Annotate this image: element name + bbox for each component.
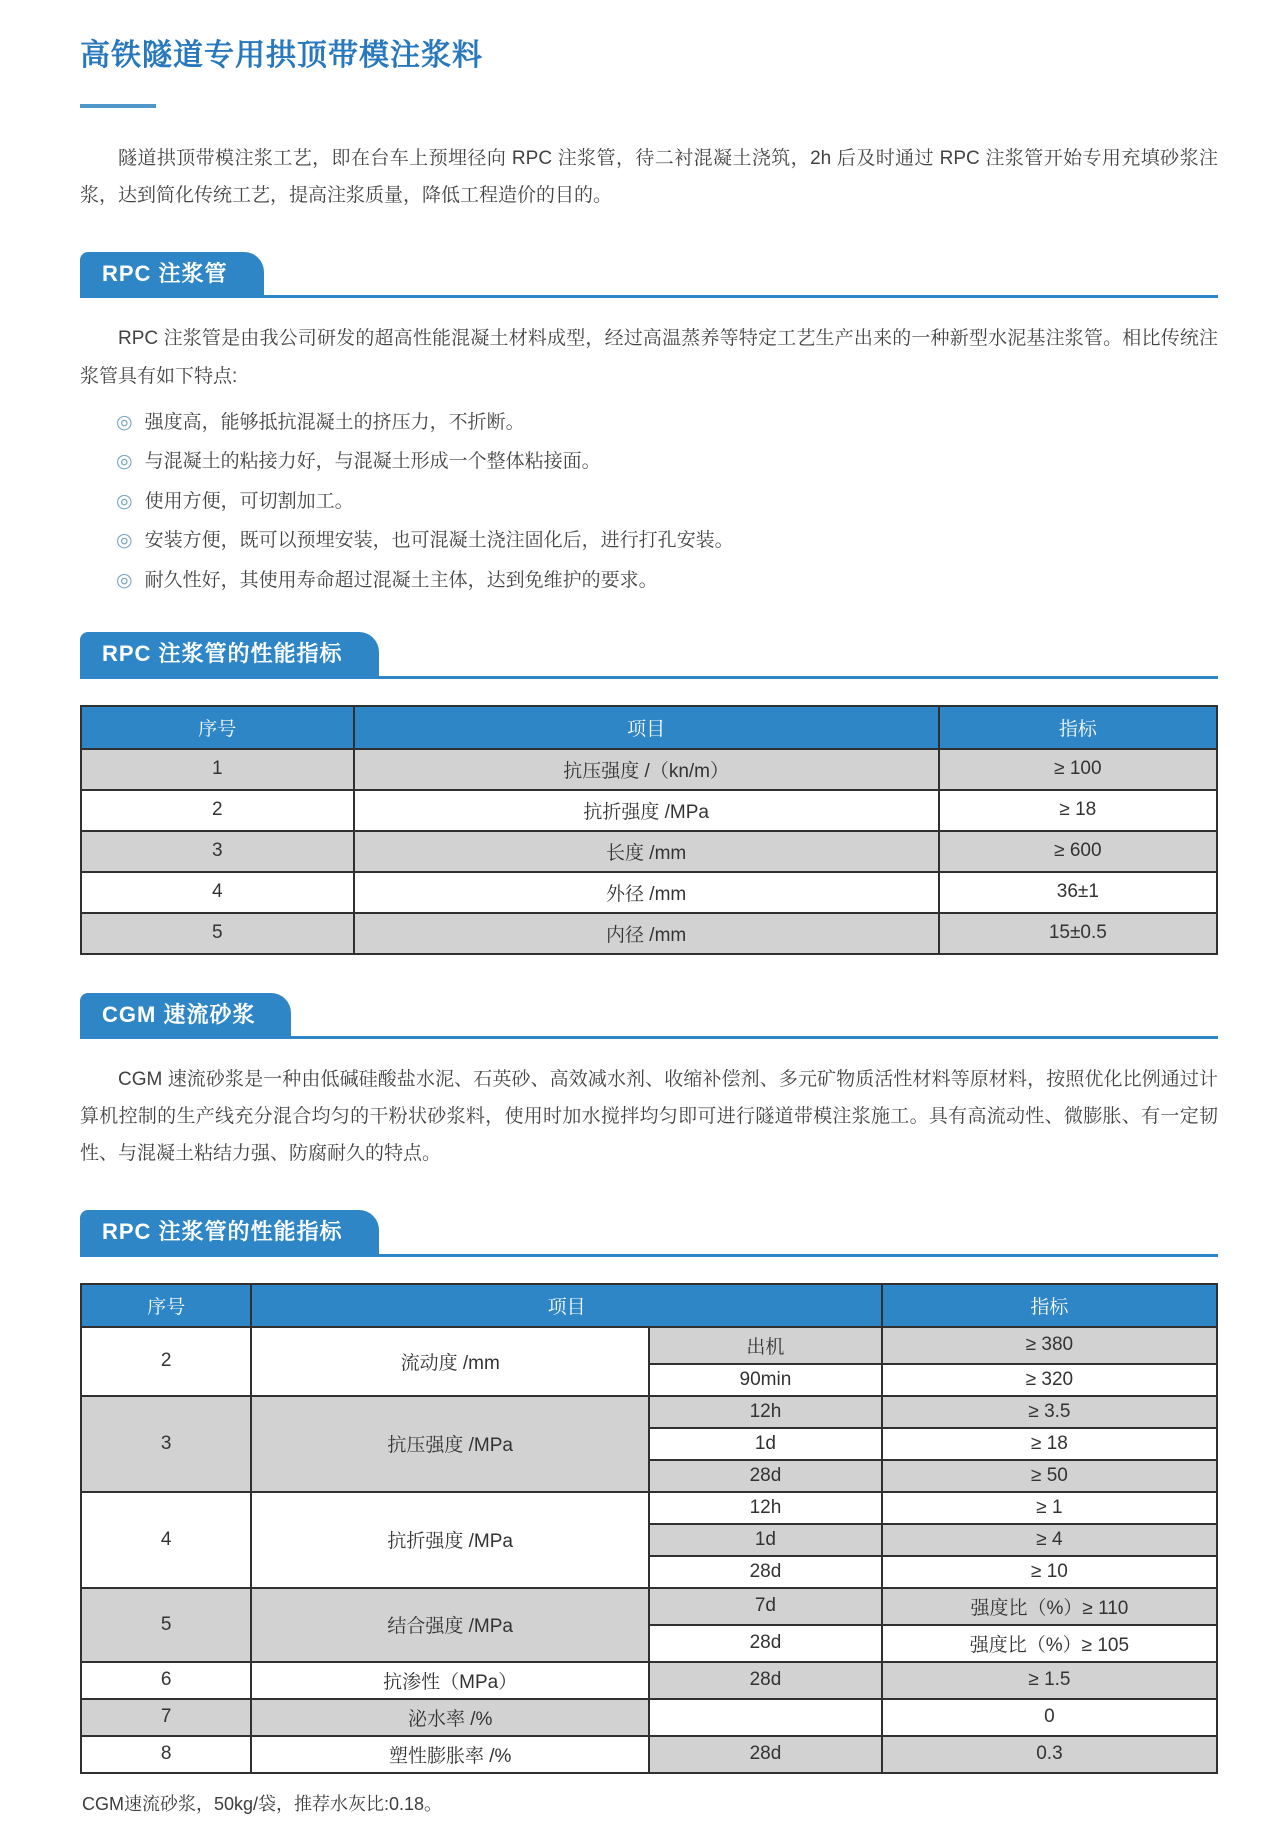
age-cell: 出机 [649, 1327, 882, 1364]
column-header-value: 指标 [939, 706, 1217, 749]
feature-list-item [116, 567, 1218, 595]
column-header-no: 序号 [81, 706, 354, 749]
feature-list-item [116, 448, 1218, 476]
footnote: CGM速流砂浆，50kg/袋，推荐水灰比:0.18。 [82, 1793, 443, 1814]
table-row [81, 831, 1217, 872]
age-cell: 7d [649, 1588, 882, 1625]
cgm-performance-table-head [81, 1284, 1217, 1327]
age-cell: 28d [649, 1625, 882, 1662]
age-cell: 1d [649, 1428, 882, 1460]
row-number-cell: 5 [81, 913, 354, 954]
value-cell: ≥ 10 [882, 1556, 1217, 1588]
section-heading-rpc-pipe: RPC 注浆管 [80, 252, 264, 295]
feature-text: 与混凝土的粘接力好，与混凝土形成一个整体粘接面。 [144, 451, 601, 473]
section-heading-row-rpc-pipe [80, 252, 1218, 298]
value-cell: ≥ 50 [882, 1460, 1217, 1492]
table-row [81, 1396, 1217, 1428]
rpc-performance-table [80, 705, 1218, 955]
value-cell: ≥ 600 [939, 831, 1217, 872]
row-number-cell: 7 [81, 1699, 251, 1736]
bullseye-bullet-icon: ◎ [116, 411, 133, 433]
section-heading-row-rpc-table [80, 632, 1218, 678]
item-cell: 抗压强度 /（kn/m） [354, 749, 939, 790]
rpc-feature-list [80, 409, 1218, 595]
page-title: 高铁隧道专用拱顶带模注浆料 [80, 39, 483, 72]
item-cell: 内径 /mm [354, 913, 939, 954]
item-cell: 流动度 /mm [251, 1327, 649, 1396]
value-cell: ≥ 380 [882, 1327, 1217, 1364]
bullseye-bullet-icon: ◎ [116, 451, 133, 473]
value-cell: ≥ 3.5 [882, 1396, 1217, 1428]
item-cell: 长度 /mm [354, 831, 939, 872]
age-cell [649, 1699, 882, 1736]
intro-paragraph: 隧道拱顶带模注浆工艺，即在台车上预埋径向 RPC 注浆管，待二衬混凝土浇筑，2h 后及时通过 RPC 注浆管开始专用充填砂浆注浆，达到简化传统工艺，提高注浆质量，降低工程造价的目的。 [80, 148, 1218, 207]
item-cell: 塑性膨胀率 /% [251, 1736, 649, 1773]
table-row [81, 913, 1217, 954]
value-cell: ≥ 1 [882, 1492, 1217, 1524]
rpc-pipe-description: RPC 注浆管是由我公司研发的超高性能混凝土材料成型，经过高温蒸养等特定工艺生产出来的一种新型水泥基注浆管。相比传统注浆管具有如下特点: [80, 328, 1218, 387]
item-cell: 抗渗性（MPa） [251, 1662, 649, 1699]
value-cell: ≥ 320 [882, 1364, 1217, 1396]
row-number-cell: 2 [81, 790, 354, 831]
feature-text: 耐久性好，其使用寿命超过混凝土主体，达到免维护的要求。 [144, 569, 658, 591]
table-row [81, 749, 1217, 790]
section-heading-cgm-table: RPC 注浆管的性能指标 [80, 1210, 379, 1253]
feature-list-item [116, 409, 1218, 437]
age-cell: 28d [649, 1736, 882, 1773]
value-cell: ≥ 4 [882, 1524, 1217, 1556]
cgm-description: CGM 速流砂浆是一种由低碱硅酸盐水泥、石英砂、高效减水剂、收缩补偿剂、多元矿物质活性材料等原材料，按照优化比例通过计算机控制的生产线充分混合均匀的干粉状砂浆料，使用时加水搅拌均匀即可进行隧道带模注浆施工。具有高流动性、微膨胀、有一定韧性、与混凝土粘结力强、防腐耐久的特点。 [80, 1069, 1218, 1165]
item-cell: 抗折强度 /MPa [354, 790, 939, 831]
value-cell: ≥ 100 [939, 749, 1217, 790]
column-header-item: 项目 [251, 1284, 881, 1327]
rpc-performance-table-body [81, 749, 1217, 954]
feature-text: 使用方便，可切割加工。 [144, 490, 354, 512]
title-underline [80, 104, 156, 108]
feature-text: 强度高，能够抵抗混凝土的挤压力，不折断。 [144, 411, 525, 433]
column-header-item: 项目 [354, 706, 939, 749]
value-cell: 强度比（%）≥ 105 [882, 1625, 1217, 1662]
table-header-row [81, 706, 1217, 749]
row-number-cell: 4 [81, 872, 354, 913]
age-cell: 28d [649, 1460, 882, 1492]
row-number-cell: 6 [81, 1662, 251, 1699]
column-header-value: 指标 [882, 1284, 1217, 1327]
table-row [81, 1662, 1217, 1699]
bullseye-bullet-icon: ◎ [116, 530, 133, 552]
feature-list-item [116, 488, 1218, 516]
row-number-cell: 1 [81, 749, 354, 790]
feature-text: 安装方便，既可以预埋安装，也可混凝土浇注固化后，进行打孔安装。 [144, 530, 734, 552]
table-row [81, 1699, 1217, 1736]
value-cell: ≥ 18 [882, 1428, 1217, 1460]
table-row [81, 1492, 1217, 1524]
row-number-cell: 4 [81, 1492, 251, 1588]
item-cell: 结合强度 /MPa [251, 1588, 649, 1662]
value-cell: ≥ 1.5 [882, 1662, 1217, 1699]
rpc-performance-table-head [81, 706, 1217, 749]
table-header-row [81, 1284, 1217, 1327]
item-cell: 抗压强度 /MPa [251, 1396, 649, 1492]
table-row [81, 790, 1217, 831]
age-cell: 28d [649, 1556, 882, 1588]
table-row [81, 1736, 1217, 1773]
bullseye-bullet-icon: ◎ [116, 569, 133, 591]
table-row [81, 1327, 1217, 1364]
section-heading-cgm: CGM 速流砂浆 [80, 993, 291, 1036]
value-cell: 0 [882, 1699, 1217, 1736]
age-cell: 12h [649, 1492, 882, 1524]
column-header-no: 序号 [81, 1284, 251, 1327]
section-heading-row-cgm-table [80, 1210, 1218, 1256]
age-cell: 90min [649, 1364, 882, 1396]
item-cell: 抗折强度 /MPa [251, 1492, 649, 1588]
cgm-performance-table-body [81, 1327, 1217, 1773]
value-cell: 15±0.5 [939, 913, 1217, 954]
feature-list-item [116, 527, 1218, 555]
value-cell: 0.3 [882, 1736, 1217, 1773]
row-number-cell: 2 [81, 1327, 251, 1396]
value-cell: 强度比（%）≥ 110 [882, 1588, 1217, 1625]
section-heading-rpc-table: RPC 注浆管的性能指标 [80, 632, 379, 675]
value-cell: ≥ 18 [939, 790, 1217, 831]
row-number-cell: 3 [81, 1396, 251, 1492]
cgm-performance-table [80, 1283, 1218, 1774]
row-number-cell: 3 [81, 831, 354, 872]
age-cell: 12h [649, 1396, 882, 1428]
item-cell: 泌水率 /% [251, 1699, 649, 1736]
age-cell: 1d [649, 1524, 882, 1556]
table-row [81, 1588, 1217, 1625]
row-number-cell: 5 [81, 1588, 251, 1662]
table-row [81, 872, 1217, 913]
section-heading-row-cgm [80, 993, 1218, 1039]
item-cell: 外径 /mm [354, 872, 939, 913]
bullseye-bullet-icon: ◎ [116, 490, 133, 512]
age-cell: 28d [649, 1662, 882, 1699]
row-number-cell: 8 [81, 1736, 251, 1773]
value-cell: 36±1 [939, 872, 1217, 913]
